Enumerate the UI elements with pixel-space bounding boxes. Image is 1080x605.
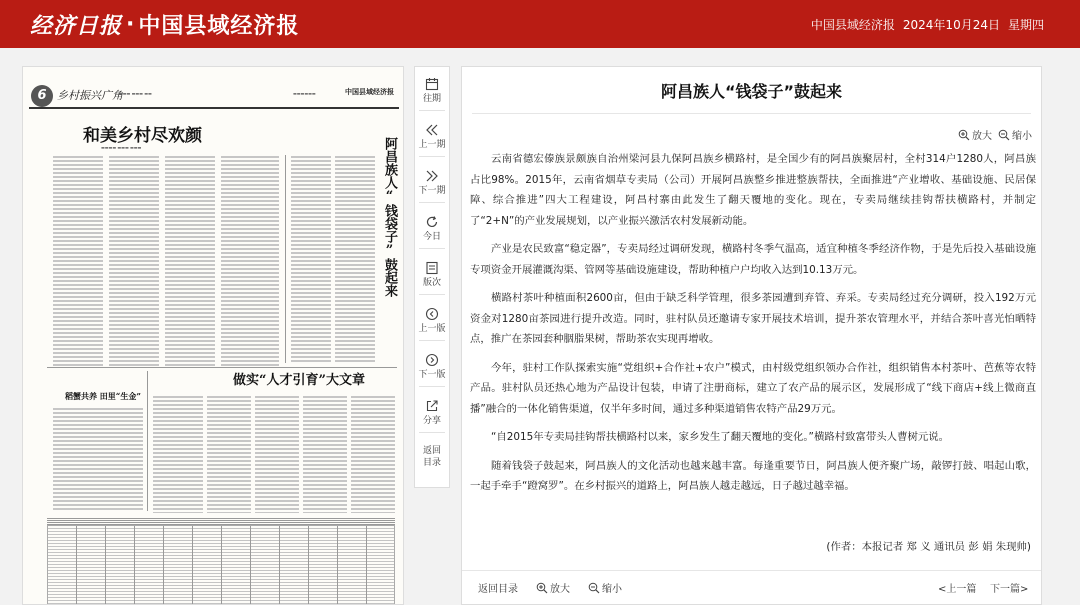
page-print-date: ▬▬▬▬▬▬ <box>293 91 316 96</box>
page-masthead: 中国县域经济报 <box>345 87 394 96</box>
next-article-link[interactable] <box>990 580 1028 595</box>
toolbar-back-to-index[interactable] <box>415 445 449 469</box>
back-to-index-link[interactable] <box>478 580 518 595</box>
logo-title: 中国县域经济报 <box>138 12 300 39</box>
toolbar-divider <box>419 432 445 433</box>
refresh-icon <box>425 215 439 229</box>
article-body <box>470 149 1036 505</box>
page-section-name: 乡村振兴广角 <box>57 89 123 102</box>
footer-zoom-out-button[interactable] <box>588 580 622 595</box>
newspaper-page <box>23 67 404 605</box>
double-chevron-right-icon <box>425 169 439 183</box>
article-title: 阿昌族人“钱袋子”鼓起来 <box>660 82 843 101</box>
footer-zoom-out-label: 缩小 <box>602 584 622 595</box>
toolbar-prev-issue[interactable] <box>415 121 449 151</box>
footer-zoom-in-button[interactable] <box>536 580 570 595</box>
header-weekday: 星期四 <box>1007 17 1044 32</box>
calendar-icon <box>425 77 439 91</box>
toolbar-label: 上一版 <box>418 324 446 334</box>
zoom-in-button[interactable] <box>958 127 992 142</box>
toolbar-past-issues[interactable] <box>415 75 449 105</box>
article-paragraph: 横路村茶叶种植面积2600亩，但由于缺乏科学管理，很多茶园遭到弃管、弃采。专卖局经过充分调研，投入192万元资金对1280亩茶园进行提升改造。同时，驻村队员还邀请专家开展技术培训，提升茶农管理水平，并结合茶叶喜光怕晒特点，推广在茶园套种胭脂果树，帮助茶农实现再增收。 <box>470 292 1036 345</box>
article-text-block[interactable] <box>291 155 331 363</box>
column-divider <box>285 155 286 363</box>
newspaper-page-viewer[interactable] <box>22 66 404 605</box>
toolbar-label: 分享 <box>422 416 441 426</box>
article-text-block[interactable] <box>53 155 103 367</box>
toolbar-label: 上一期 <box>418 140 446 150</box>
notice-table-ad[interactable] <box>47 525 395 605</box>
circle-chevron-right-icon <box>425 353 439 367</box>
toolbar-today[interactable] <box>415 213 449 243</box>
toolbar-label: 版次 <box>422 278 441 288</box>
prev-article-link[interactable] <box>938 580 976 595</box>
toolbar-next-page[interactable] <box>415 351 449 381</box>
toolbar-label: 往期 <box>422 94 441 104</box>
toolbar-divider <box>419 110 445 111</box>
article-text-block[interactable] <box>165 155 215 367</box>
article-text-block[interactable] <box>153 395 203 513</box>
article-text-block[interactable] <box>109 155 159 367</box>
toolbar-divider <box>419 202 445 203</box>
article-author: (作者：本报记者 郑 义 通讯员 彭 娟 朱现帅) <box>826 541 1031 553</box>
toolbar-divider <box>419 386 445 387</box>
ad-header-strip <box>47 517 395 525</box>
back-to-index-label: 返回目录 <box>478 584 518 595</box>
next-article-label: 下一篇> <box>990 584 1029 595</box>
page-editor-info: ▬▬▬ ▬▬▬ ▬▬ <box>119 91 152 96</box>
page-headline-second[interactable]: 做实“人才引育”大文章 <box>233 373 365 388</box>
page-toolbar <box>414 66 450 488</box>
toolbar-label: 今日 <box>422 232 441 242</box>
page-headline-vertical[interactable]: 阿昌族人“钱袋子”鼓起来 <box>382 137 397 297</box>
layout-icon <box>425 261 439 275</box>
page-headline-main[interactable]: 和美乡村尽欢颜 <box>83 126 202 146</box>
zoom-out-icon <box>588 582 600 594</box>
title-divider <box>472 113 1031 114</box>
header-site-name: 中国县域经济报 <box>810 17 895 32</box>
toolbar-share[interactable] <box>415 397 449 427</box>
page-headline-third[interactable]: 稻蟹共养 田里“生金” <box>65 391 141 401</box>
page-headline-byline: ▬▬▬▬ ▬▬▬ ▬▬▬ <box>101 145 142 150</box>
prev-article-label: <上一篇 <box>938 584 977 595</box>
article-paragraph: “自2015年专卖局挂钩帮扶横路村以来，家乡发生了翻天覆地的变化。”横路村致富带头人曹树元说。 <box>491 431 950 443</box>
zoom-in-icon <box>958 129 970 141</box>
article-paragraph: 今年，驻村工作队探索实施“党组织+合作社+农户”模式，由村级党组织领办合作社，组织销售本村茶叶、芭蕉等农特产品。驻村队员还热心地为产品设计包装，申请了注册商标，建立了农产品的展示区，发展形成了“线下商店+线上微商直播”融合的一体化销售渠道，仅半年多时间，通过多种渠道销售农特产品29万元。 <box>470 361 1036 415</box>
section-divider <box>47 367 397 368</box>
page-number: 6 <box>31 85 53 107</box>
article-text-block[interactable] <box>303 395 347 513</box>
share-icon <box>425 399 439 413</box>
article-text-block[interactable] <box>221 155 279 367</box>
header-date: 2024年10月24日 <box>902 17 1000 32</box>
zoom-in-icon <box>536 582 548 594</box>
zoom-out-label: 缩小 <box>1012 131 1032 142</box>
header-info <box>811 16 1044 33</box>
article-paragraph: 随着钱袋子鼓起来，阿昌族人的文化活动也越来越丰富。每逢重要节日，阿昌族人便齐聚广场，敲锣打鼓、唱起山歌，一起手牵手“蹬窝罗”。在乡村振兴的道路上，阿昌族人越走越远，日子越过越幸福。 <box>470 459 1036 492</box>
zoom-out-button[interactable] <box>998 127 1032 142</box>
toolbar-divider <box>419 340 445 341</box>
toolbar-page-list[interactable] <box>415 259 449 289</box>
site-header <box>0 0 1080 48</box>
logo-separator: · <box>126 11 135 37</box>
article-paragraph: 云南省德宏傣族景颇族自治州梁河县九保阿昌族乡横路村，是全国少有的阿昌族聚居村，全村314户1280人，阿昌族占比98%。2015年，云南省烟草专卖局（公司）开展阿昌族整乡推进整族帮扶，全面推进“产业增收、基础设施、民居保障、综合推进”四大工程建设，阿昌村寨由此发生了翻天覆地的变化。现在，专卖局继续挂钩帮扶横路村，并制定了“2+N”的产业发展规划，以产业振兴激活农村发展新动能。 <box>470 153 1036 227</box>
toolbar-prev-page[interactable] <box>415 305 449 335</box>
toolbar-label: 下一版 <box>418 370 446 380</box>
article-text-block[interactable] <box>255 395 299 513</box>
column-divider <box>147 371 148 511</box>
toolbar-divider <box>419 294 445 295</box>
zoom-in-label: 放大 <box>972 131 992 142</box>
logo-calligraphy: 经济日报 <box>30 12 123 39</box>
double-chevron-left-icon <box>425 123 439 137</box>
toolbar-label: 返回目录 <box>422 446 441 468</box>
article-footer <box>462 570 1041 604</box>
article-text-block[interactable] <box>335 155 375 363</box>
toolbar-label: 下一期 <box>418 186 446 196</box>
toolbar-divider <box>419 248 445 249</box>
toolbar-divider <box>419 156 445 157</box>
circle-chevron-left-icon <box>425 307 439 321</box>
footer-zoom-in-label: 放大 <box>550 584 570 595</box>
article-text-block[interactable] <box>53 407 143 511</box>
article-text-block[interactable] <box>351 395 395 513</box>
zoom-out-icon <box>998 129 1010 141</box>
article-text-block[interactable] <box>207 395 251 513</box>
article-paragraph: 产业是农民致富“稳定器”，专卖局经过调研发现，横路村冬季气温高，适宜种植冬季经济作物，于是先后投入基础设施专项资金开展灌溉沟渠、管网等基础设施建设，帮助种植户户均收入达到10.13万元。 <box>470 243 1036 276</box>
page-rule <box>29 107 399 109</box>
site-logo[interactable] <box>30 9 299 40</box>
toolbar-next-issue[interactable] <box>415 167 449 197</box>
article-panel <box>461 66 1042 605</box>
